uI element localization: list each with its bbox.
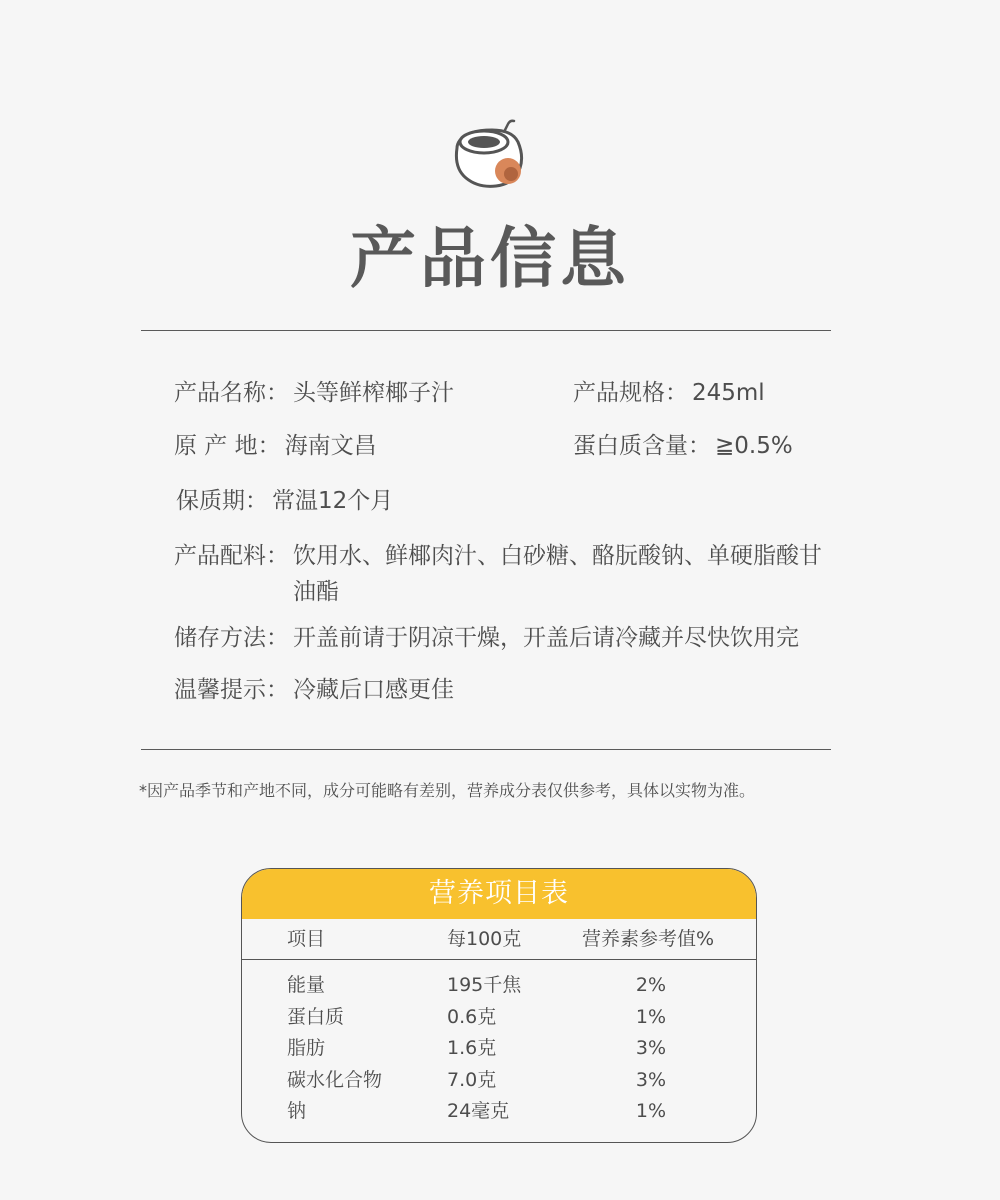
- storage-value: 开盖前请于阴凉干燥，开盖后请冷藏并尽快饮用完: [293, 625, 799, 651]
- row-item: 钠: [287, 1100, 307, 1122]
- shelf-life-row: [176, 483, 393, 519]
- row-per100g: 195千焦: [447, 974, 522, 996]
- row-item: 能量: [287, 974, 326, 996]
- row-nrv: 1%: [635, 1100, 667, 1122]
- row-per100g: 7.0克: [447, 1068, 497, 1091]
- top-divider: [141, 330, 831, 331]
- protein-label: 蛋白质含量：: [573, 433, 711, 459]
- origin-row: [174, 428, 377, 464]
- protein-row: [573, 428, 793, 464]
- header-item: 项目: [287, 928, 326, 950]
- row-per100g: 0.6克: [447, 1005, 497, 1028]
- footnote: *因产品季节和产地不同，成分可能略有差别，营养成分表仅供参考，具体以实物为准。: [139, 781, 756, 800]
- row-nrv: 2%: [635, 974, 667, 996]
- nutrition-table-title: 营养项目表: [242, 869, 756, 919]
- ingredients-value: 饮用水、鲜椰肉汁、白砂糖、酪朊酸钠、单硬脂酸甘油酯: [293, 543, 822, 605]
- product-name-value: 头等鲜榨椰子汁: [293, 380, 454, 406]
- product-name-label: 产品名称：: [174, 380, 289, 406]
- tip-row: [174, 672, 454, 708]
- product-name-row: [174, 375, 454, 411]
- row-per100g: 24毫克: [447, 1100, 510, 1122]
- nutrition-body: [242, 960, 756, 1128]
- table-row: [242, 1002, 756, 1034]
- header-per100g: 每100克: [447, 928, 522, 950]
- ingredients-label: 产品配料：: [174, 543, 289, 569]
- shelf-life-label: 保质期：: [176, 488, 268, 514]
- nutrition-header-row: [242, 919, 756, 960]
- row-item: 脂肪: [287, 1037, 326, 1059]
- bottom-divider: [141, 749, 831, 750]
- product-spec-label: 产品规格：: [573, 380, 688, 406]
- product-spec-row: [573, 375, 765, 411]
- protein-value: ≧0.5%: [715, 433, 793, 459]
- header-nrv: 营养素参考值%: [582, 928, 715, 950]
- product-spec-value: 245ml: [692, 380, 765, 406]
- storage-label: 储存方法：: [174, 625, 289, 651]
- table-row: [242, 1065, 756, 1097]
- shelf-life-value: 常温12个月: [272, 488, 394, 514]
- storage-row: [174, 620, 799, 656]
- origin-label: 原 产 地：: [174, 433, 281, 459]
- row-nrv: 3%: [635, 1037, 667, 1059]
- row-nrv: 1%: [635, 1005, 667, 1028]
- table-row: [242, 1096, 756, 1128]
- tip-value: 冷藏后口感更佳: [293, 677, 454, 703]
- coconut-icon: [452, 118, 528, 192]
- origin-value: 海南文昌: [284, 433, 377, 459]
- row-item: 蛋白质: [287, 1005, 345, 1028]
- table-row: [242, 970, 756, 1002]
- row-nrv: 3%: [635, 1068, 667, 1091]
- row-per100g: 1.6克: [447, 1037, 497, 1059]
- nutrition-table: [241, 868, 757, 1143]
- ingredients-row: [174, 538, 834, 610]
- tip-label: 温馨提示：: [174, 677, 289, 703]
- table-row: [242, 1033, 756, 1065]
- page-title: 产品信息: [350, 220, 630, 297]
- row-item: 碳水化合物: [287, 1068, 383, 1091]
